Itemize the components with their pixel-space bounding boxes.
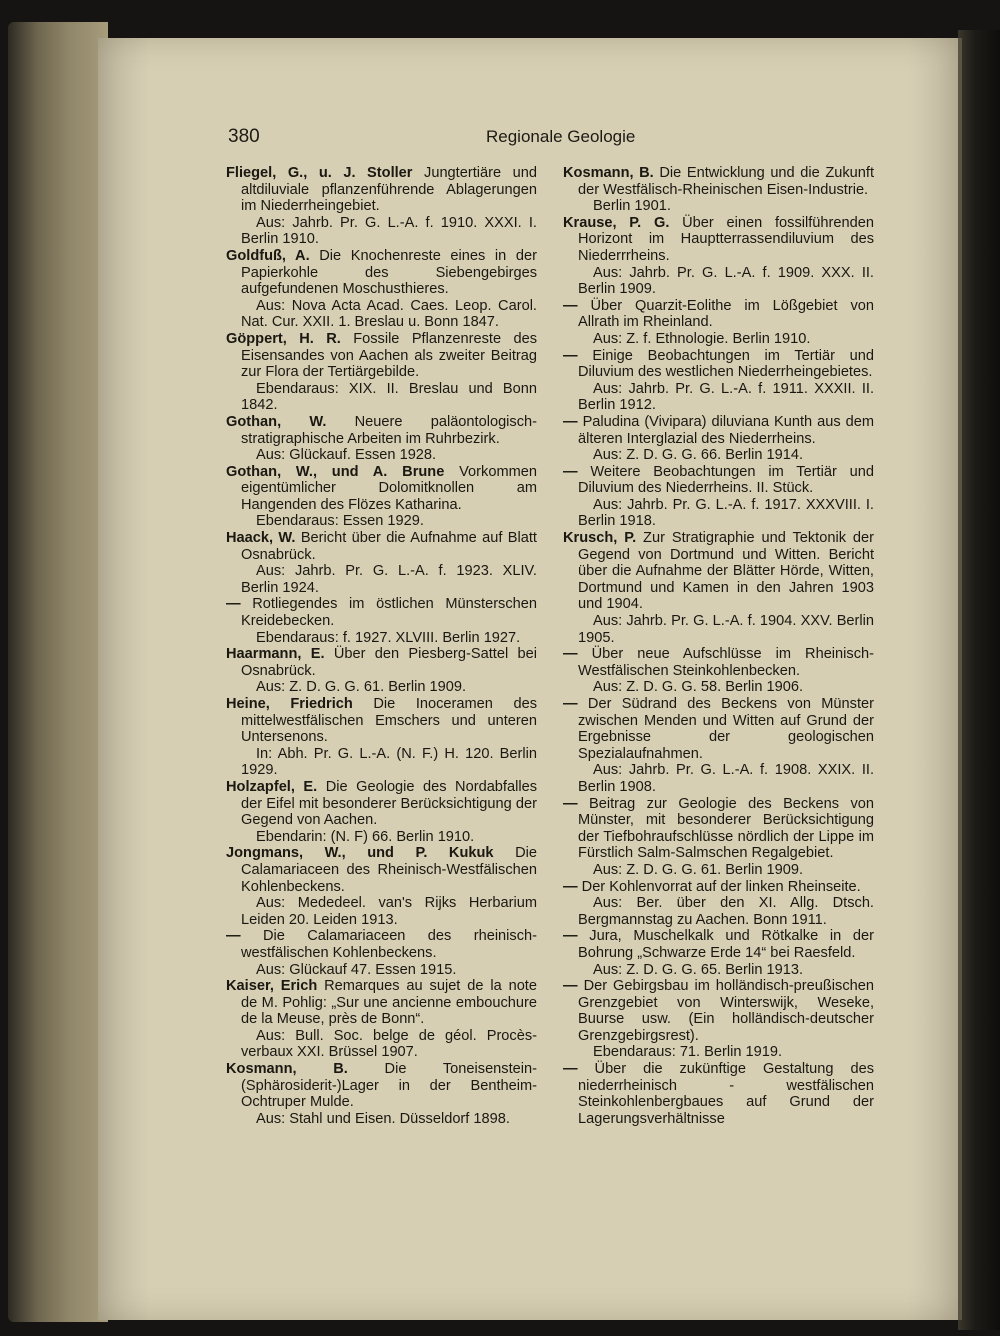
entry-author: — (563, 413, 578, 430)
entry-author: — (226, 928, 241, 945)
entry-author: — (563, 297, 578, 314)
entry-title: Die Inoceramen des mittelwestfälischen Emschers und unteren Untersenons. (241, 696, 537, 746)
entry-title: Jura, Muschelkalk und Rötkalke in der Bohrung „Schwarze Erde 14“ bei Raesfeld. (578, 928, 874, 961)
bibliography-entry (563, 348, 874, 414)
bibliography-entry (226, 928, 537, 978)
entry-title: Die Geologie des Nordabfalles der Eifel mit besonderer Berücksichtigung der Gegend von Aachen. (241, 778, 537, 829)
entry-author: Kaiser, Erich (226, 978, 318, 995)
entry-source: Ebendaraus: f. 1927. XLVIII. Berlin 1927. (256, 629, 521, 646)
entry-title: Über die zukünftige Gestaltung des niederrheinisch - westfälischen Steinkohlenbergbaues auf Grund der Lagerungsverhältnisse (578, 1061, 874, 1127)
entry-source: Ebendaraus: 71. Berlin 1919. (593, 1044, 783, 1061)
entry-source: Aus: Stahl und Eisen. Düsseldorf 1898. (256, 1110, 510, 1127)
entry-title: Über neue Aufschlüsse im Rheinisch-Westfälischen Steinkohlenbecken. (578, 646, 874, 679)
entry-source: Aus: Jahrb. Pr. G. L.-A. f. 1908. XXIX. II. Berlin 1908. (578, 762, 874, 795)
book-edge-right (958, 30, 1000, 1330)
entry-author: Krause, P. G. (563, 214, 670, 231)
entry-source: Aus: Ber. über den XI. Allg. Dtsch. Bergmannstag zu Aachen. Bonn 1911. (578, 895, 874, 928)
entry-author: — (563, 646, 578, 663)
entry-author: — (563, 347, 578, 364)
entry-source: Aus: Z. f. Ethnologie. Berlin 1910. (593, 330, 811, 347)
entry-source: Aus: Z. D. G. G. 66. Berlin 1914. (593, 447, 804, 464)
entry-author: Gothan, W., und A. Brune (226, 463, 445, 480)
entry-author: Göppert, H. R. (226, 330, 341, 347)
entry-author: — (563, 978, 578, 995)
entry-source: Berlin 1901. (593, 198, 671, 215)
entry-author: Gothan, W. (226, 413, 327, 430)
bibliography-entry (226, 414, 537, 464)
bibliography-entry (563, 1061, 874, 1127)
entry-source: Aus: Z. D. G. G. 58. Berlin 1906. (593, 679, 804, 696)
entry-source: Aus: Glückauf. Essen 1928. (256, 447, 437, 464)
bibliography-entry (563, 796, 874, 879)
bibliography-entry (226, 248, 537, 331)
left-column (226, 165, 537, 1127)
entry-author: — (563, 696, 578, 712)
entry-title: Über den Piesberg-Sattel bei Osnabrück. (241, 646, 537, 679)
entry-author: Krusch, P. (563, 530, 637, 547)
entry-source: Aus: Z. D. G. G. 65. Berlin 1913. (593, 961, 804, 978)
entry-source: Aus: Jahrb. Pr. G. L.-A. f. 1911. XXXII. II. Berlin 1912. (578, 380, 874, 414)
bibliography-entry (226, 596, 537, 646)
entry-source: In: Abh. Pr. G. L.-A. (N. F.) H. 120. Berlin 1929. (241, 745, 537, 779)
entry-title: Über Quarzit-Eolithe im Lößgebiet von Allrath im Rheinland. (578, 297, 874, 331)
entry-title: Die Knochenreste eines in der Papierkohle des Siebengebirges aufgefundenen Moschusthieres. (241, 247, 537, 298)
page-edge (958, 38, 962, 1320)
entry-source: Aus: Z. D. G. G. 61. Berlin 1909. (593, 861, 804, 878)
entry-author: — (563, 795, 578, 812)
entry-title: Die Toneisenstein-(Sphärosiderit-)Lager in der Bentheim-Ochtruper Mulde. (241, 1061, 537, 1111)
entry-title: Die Entwicklung und die Zukunft der Westfälisch-Rheinischen Eisen-Industrie. (578, 165, 875, 198)
entry-source: Aus: Jahrb. Pr. G. L.-A. f. 1904. XXV. Berlin 1905. (578, 613, 874, 646)
entry-title: Beitrag zur Geologie des Beckens von Münster, mit besonderer Berücksichtigung der Tiefbohraufschlüsse nördlich der Lippe im Fürstlich Salm-Salmschen Regalgebiet. (578, 795, 874, 862)
entry-source: Aus: Nova Acta Acad. Caes. Leop. Carol. Nat. Cur. XXII. 1. Breslau u. Bonn 1847. (241, 297, 537, 331)
bibliography-entry (226, 464, 537, 530)
entry-source: Aus: Jahrb. Pr. G. L.-A. f. 1917. XXXVIII. I. Berlin 1918. (578, 496, 874, 530)
entry-source: Aus: Mededeel. van's Rijks Herbarium Leiden 20. Leiden 1913. (241, 895, 537, 928)
entry-author: Heine, Friedrich (226, 696, 353, 712)
bibliography-entry (226, 165, 537, 248)
entry-author: Kosmann, B. (226, 1061, 348, 1078)
bibliography-entry (563, 165, 874, 215)
entry-author: — (563, 463, 578, 480)
bibliography-entry (226, 1061, 537, 1127)
entry-title: Der Kohlenvorrat auf der linken Rheinseite. (581, 878, 861, 895)
entry-title: Einige Beobachtungen im Tertiär und Diluvium des westlichen Niederrheingebietes. (578, 347, 874, 381)
entry-title: Über einen fossilführenden Horizont im Hauptterrassendiluvium des Niederrrheins. (578, 214, 874, 264)
entry-author: — (226, 596, 241, 613)
entry-title: Bericht über die Aufnahme auf Blatt Osnabrück. (241, 530, 537, 563)
entry-title: Weitere Beobachtungen im Tertiär und Diluvium des Niederrheins. II. Stück. (578, 463, 874, 497)
right-column (563, 165, 874, 1127)
entry-source: Aus: Bull. Soc. belge de géol. Procès-verbaux XXI. Brüssel 1907. (241, 1027, 537, 1061)
entry-title: Vorkommen eigentümlicher Dolomitknollen am Hangenden des Flözes Katharina. (241, 463, 537, 513)
running-title: Regionale Geologie (486, 127, 636, 146)
entry-title: Paludina (Vivipara) diluviana Kunth aus dem älteren Interglazial des Niederrheins. (578, 413, 874, 447)
bibliography-entry (226, 646, 537, 696)
entry-title: Die Calamariaceen des Rheinisch-Westfälischen Kohlenbeckens. (241, 845, 537, 895)
bibliography-entry (563, 928, 874, 978)
bibliography-entry (563, 298, 874, 348)
entry-author: Holzapfel, E. (226, 778, 318, 795)
bibliography-entry (563, 879, 874, 929)
bibliography-entry (563, 646, 874, 696)
entry-title: Der Gebirgsbau im holländisch-preußischen Grenzgebiet von Winterswijk, Weseke, Buurse usw. (Ein holländisch-deutscher Grenzgebirgsrest). (578, 978, 874, 1044)
bibliography-entry (563, 696, 874, 796)
bibliography-entry (563, 978, 874, 1061)
entry-author: Jongmans, W., und P. Kukuk (226, 845, 494, 862)
entry-author: — (563, 1061, 578, 1078)
entry-author: Haarmann, E. (226, 646, 325, 663)
bibliography-entry (563, 215, 874, 298)
entry-author: — (563, 928, 578, 945)
entry-title: Jungtertiäre und altdiluviale pflanzenführende Ablagerungen im Niederrheingebiet. (241, 165, 537, 215)
entry-title: Rotliegendes im östlichen Münsterschen Kreidebecken. (241, 596, 537, 630)
entry-title: Der Südrand des Beckens von Münster zwischen Menden und Witten auf Grund der Ergebnisse der geologischen Spezialaufnahmen. (578, 696, 874, 762)
entry-source: Ebendaraus: Essen 1929. (256, 513, 424, 530)
bibliography-entry (226, 331, 537, 414)
entry-title: Neuere paläontologisch-stratigraphische Arbeiten im Ruhrbezirk. (241, 413, 537, 447)
entry-title: Fossile Pflanzenreste des Eisensandes von Aachen als zweiter Beitrag zur Flora der Tertiärgebilde. (241, 330, 537, 381)
bibliography-entry (563, 414, 874, 464)
bibliography-entry (563, 530, 874, 646)
entry-title: Zur Stratigraphie und Tektonik der Gegend von Dortmund und Witten. Bericht über die Aufnahme der Blätter Hörde, Witten, Dortmund und Kamen in den Jahren 1903 und 1904. (578, 530, 874, 613)
entry-source: Ebendarin: (N. F) 66. Berlin 1910. (256, 828, 475, 845)
bibliography-entry (563, 464, 874, 530)
bibliography-entry (226, 845, 537, 928)
entry-author: Kosmann, B. (563, 165, 654, 181)
entry-source: Aus: Jahrb. Pr. G. L.-A. f. 1910. XXXI. I. Berlin 1910. (241, 214, 537, 248)
page-number: 380 (228, 126, 260, 147)
entry-source: Ebendaraus: XIX. II. Breslau und Bonn 1842. (241, 380, 537, 414)
book-edge-left (8, 22, 108, 1322)
entry-author: Goldfuß, A. (226, 247, 310, 264)
entry-author: Fliegel, G., u. J. Stoller (226, 165, 413, 181)
bibliography-entry (226, 779, 537, 845)
bibliography-entry (226, 978, 537, 1061)
entry-source: Aus: Jahrb. Pr. G. L.-A. f. 1923. XLIV. Berlin 1924. (241, 563, 537, 596)
bibliography-entry (226, 530, 537, 596)
entry-author: Haack, W. (226, 530, 296, 547)
entry-title: Die Calamariaceen des rheinisch-westfälischen Kohlenbeckens. (241, 928, 537, 961)
entry-source: Aus: Jahrb. Pr. G. L.-A. f. 1909. XXX. II. Berlin 1909. (578, 264, 874, 298)
bibliography-entry (226, 696, 537, 779)
entry-title: Remarques au sujet de la note de M. Pohlig: „Sur une ancienne embouchure de la Meuse, près de Bonn“. (241, 978, 537, 1028)
entry-author: — (563, 878, 578, 895)
entry-source: Aus: Glückauf 47. Essen 1915. (256, 961, 457, 978)
entry-source: Aus: Z. D. G. G. 61. Berlin 1909. (256, 679, 467, 696)
